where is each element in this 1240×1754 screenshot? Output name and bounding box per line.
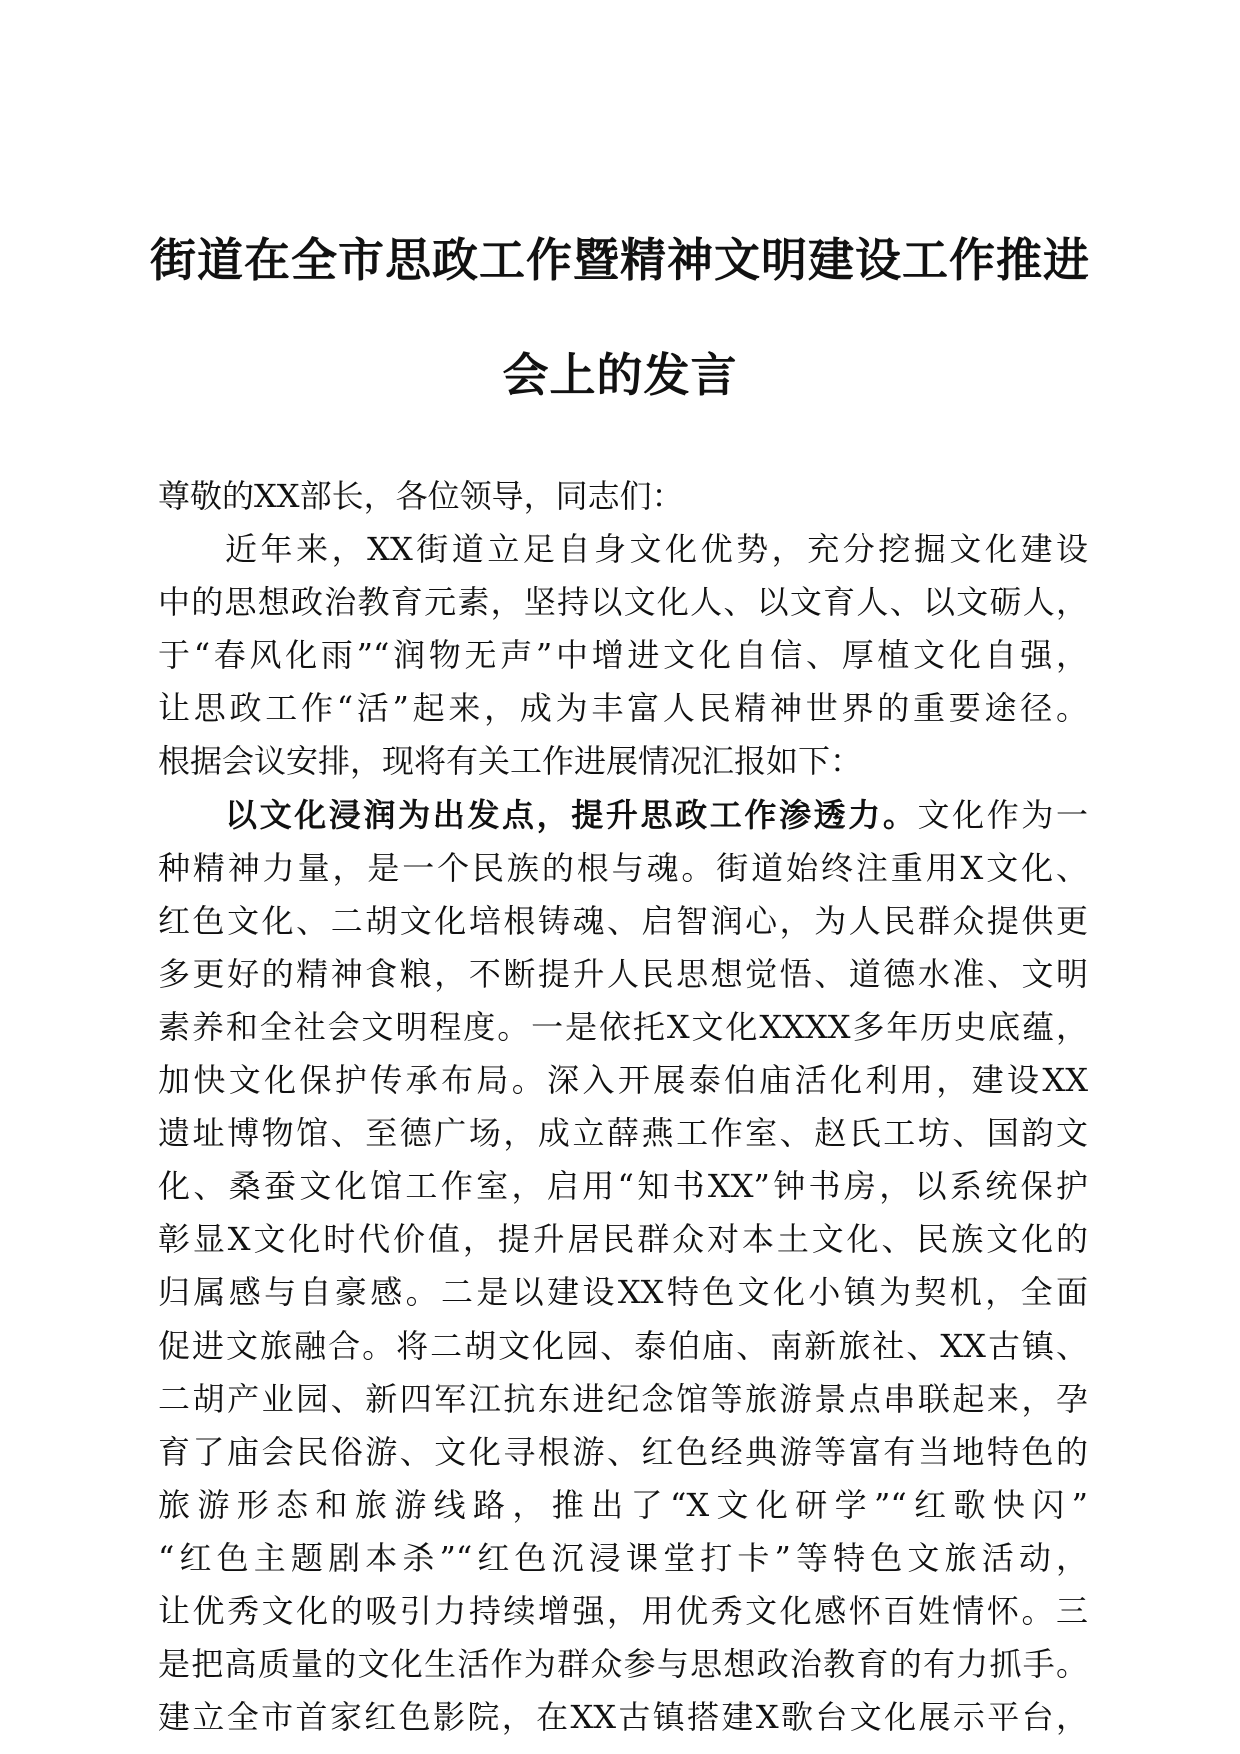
- paragraph-2-line: 育了庙会民俗游、文化寻根游、红色经典游等富有当地特色的: [158, 1432, 1088, 1471]
- paragraph-2-line: 是把高质量的文化生活作为群众参与思想政治教育的有力抓手。: [158, 1645, 1088, 1684]
- salutation: 尊敬的XX部长，各位领导，同志们：: [158, 477, 684, 515]
- paragraph-2-line: 二胡产业园、新四军江抗东进纪念馆等旅游景点串联起来，孕: [158, 1379, 1088, 1418]
- paragraph-2-line: 建立全市首家红色影院，在XX古镇搭建X歌台文化展示平台，: [158, 1698, 1088, 1737]
- paragraph-1-line: 让思政工作“活”起来，成为丰富人民精神世界的重要途径。: [158, 689, 1088, 728]
- paragraph-1-line: 中的思想政治教育元素，坚持以文化人、以文育人、以文砺人，: [158, 583, 1088, 622]
- document-body: [158, 470, 1088, 1744]
- paragraph-2-line: “红色主题剧本杀”“红色沉浸课堂打卡”等特色文旅活动，: [158, 1538, 1088, 1577]
- paragraph-2-line: 让优秀文化的吸引力持续增强，用优秀文化感怀百姓情怀。三: [158, 1591, 1088, 1630]
- document-title-line-2: 会上的发言: [502, 348, 738, 402]
- paragraph-2-line: 遗址博物馆、至德广场，成立薛燕工作室、赵氏工坊、国韵文: [158, 1114, 1088, 1153]
- paragraph-2-line: 红色文化、二胡文化培根铸魂、启智润心，为人民群众提供更: [158, 901, 1088, 940]
- paragraph-2-line: 加快文化保护传承布局。深入开展泰伯庙活化利用，建设XX: [158, 1061, 1088, 1100]
- document-title-line-1: 街道在全市思政工作暨精神文明建设工作推进: [150, 233, 1090, 287]
- paragraph-1-line: 近年来，XX街道立足自身文化优势，充分挖掘文化建设: [225, 530, 1088, 569]
- paragraph-2-line: 种精神力量，是一个民族的根与魂。街道始终注重用X文化、: [158, 848, 1088, 887]
- paragraph-2-line: 多更好的精神食粮，不断提升人民思想觉悟、道德水准、文明: [158, 954, 1088, 993]
- paragraph-2-line: 旅游形态和旅游线路，推出了“X文化研学”“红歌快闪”: [158, 1485, 1088, 1524]
- paragraph-2-first-line-rest: 文化作为一: [917, 795, 1088, 834]
- paragraph-2-line: 促进文旅融合。将二胡文化园、泰伯庙、南新旅社、XX古镇、: [158, 1326, 1088, 1365]
- paragraph-1-line: 根据会议安排，现将有关工作进展情况汇报如下：: [158, 742, 863, 781]
- paragraph-2-line: 彰显X文化时代价值，提升居民群众对本土文化、民族文化的: [158, 1220, 1088, 1259]
- paragraph-1-line: 于“春风化雨”“润物无声”中增进文化自信、厚植文化自强，: [158, 636, 1088, 675]
- paragraph-2-heading: 以文化浸润为出发点，提升思政工作渗透力。: [225, 795, 918, 834]
- paragraph-2-line: 化、桑蚕文化馆工作室，启用“知书XX”钟书房，以系统保护: [158, 1167, 1088, 1206]
- paragraph-2-first-line: [158, 789, 1088, 842]
- paragraph-2-line: 素养和全社会文明程度。一是依托X文化XXXX多年历史底蕴，: [158, 1007, 1088, 1046]
- paragraph-2-line: 归属感与自豪感。二是以建设XX特色文化小镇为契机，全面: [158, 1273, 1088, 1312]
